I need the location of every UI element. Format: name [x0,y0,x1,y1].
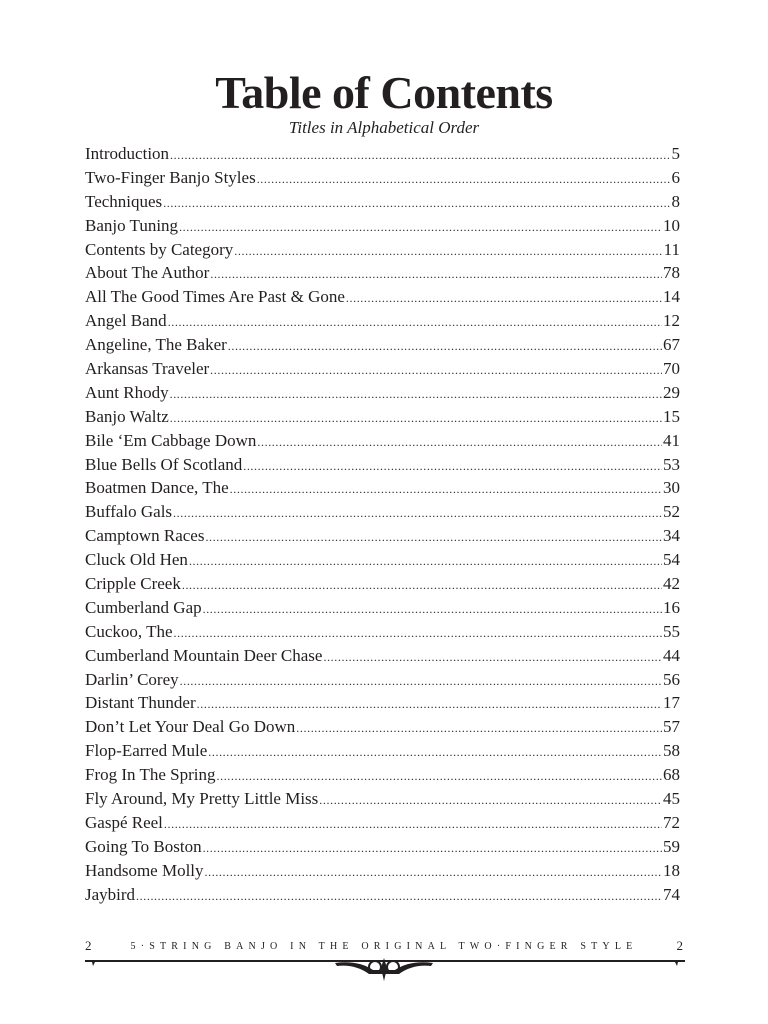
leader-dots [205,524,662,550]
entry-page: 12 [663,311,680,331]
entry-title: Two-Finger Banjo Styles [85,167,256,187]
entry-title: Distant Thunder [85,693,196,713]
leader-dots [243,453,662,479]
entry-title: Flop-Earred Mule [85,741,208,761]
entry-title: Gaspé Reel [85,812,163,832]
entry-page: 41 [663,430,680,450]
leader-dots [170,405,662,431]
leader-dots [346,285,662,311]
entry-title: Handsome Molly [85,860,204,880]
toc-entry [85,405,680,429]
toc-entry [85,166,680,190]
leader-dots [203,835,662,861]
toc-list [85,142,680,907]
entry-title: Aunt Rhody [85,382,169,402]
page-subtitle: Titles in Alphabetical Order [288,118,480,137]
toc-entry [85,596,680,620]
toc-entry [85,835,680,859]
entry-title: Cumberland Gap [85,597,202,617]
leader-dots [230,476,662,502]
entry-page: 29 [663,382,680,402]
toc-entry [85,333,680,357]
leader-dots [203,596,662,622]
entry-title: Banjo Tuning [85,215,179,235]
entry-title: Arkansas Traveler [85,359,210,379]
toc-entry [85,883,680,907]
entry-page: 11 [663,239,680,259]
entry-page: 45 [663,789,680,809]
toc-entry [85,644,680,668]
leader-dots [174,620,662,646]
entry-title: Techniques [85,191,163,211]
entry-page: 57 [663,717,680,737]
toc-entry [85,309,680,333]
toc-entry [85,142,680,166]
leader-dots [257,166,671,192]
page-title: Table of Contents [215,67,553,118]
leader-dots [189,548,662,574]
entry-title: Boatmen Dance, The [85,478,229,498]
entry-page: 55 [663,621,680,641]
entry-page: 8 [671,191,680,211]
leader-dots [168,309,662,335]
entry-page: 58 [663,741,680,761]
leader-dots [173,500,662,526]
toc-entry [85,668,680,692]
entry-page: 78 [663,263,680,283]
toc-entry [85,476,680,500]
entry-title: Cumberland Mountain Deer Chase [85,645,323,665]
leader-dots [179,214,662,240]
entry-title: Don’t Let Your Deal Go Down [85,717,296,737]
flourish-ornament-icon [333,956,435,982]
toc-entry [85,739,680,763]
leader-dots [319,787,662,813]
entry-title: Cuckoo, The [85,621,173,641]
toc-entry [85,548,680,572]
toc-entry [85,453,680,477]
toc-entry [85,285,680,309]
toc-entry [85,572,680,596]
entry-page: 52 [663,502,680,522]
entry-title: Blue Bells Of Scotland [85,454,243,474]
entry-page: 6 [671,167,680,187]
leader-dots [210,357,662,383]
entry-title: All The Good Times Are Past & Gone [85,287,345,307]
leader-dots [163,190,670,216]
entry-page: 70 [663,359,680,379]
leader-dots [257,429,662,455]
toc-entry [85,261,680,285]
entry-title: Going To Boston [85,836,202,856]
leader-dots [170,142,670,168]
leader-dots [197,691,662,717]
entry-title: Frog In The Spring [85,765,216,785]
entry-page: 30 [663,478,680,498]
entry-title: About The Author [85,263,210,283]
entry-page: 34 [663,526,680,546]
entry-title: Jaybird [85,884,136,904]
toc-entry [85,429,680,453]
toc-entry [85,811,680,835]
entry-title: Banjo Waltz [85,406,169,426]
entry-title: Contents by Category [85,239,234,259]
entry-page: 74 [663,884,680,904]
leader-dots [210,261,662,287]
toc-entry [85,214,680,238]
toc-entry [85,238,680,262]
leader-dots [228,333,662,359]
entry-page: 10 [663,215,680,235]
entry-page: 14 [663,287,680,307]
entry-page: 67 [663,335,680,355]
entry-page: 18 [663,860,680,880]
page-number-left: 2 [85,938,92,953]
toc-entry [85,190,680,214]
entry-title: Camptown Races [85,526,205,546]
entry-page: 17 [663,693,680,713]
toc-entry [85,357,680,381]
entry-title: Cluck Old Hen [85,550,188,570]
entry-title: Bile ‘Em Cabbage Down [85,430,257,450]
entry-page: 54 [663,550,680,570]
leader-dots [323,644,662,670]
entry-page: 68 [663,765,680,785]
leader-dots [136,883,662,909]
toc-entry [85,620,680,644]
entry-page: 42 [663,574,680,594]
toc-entry [85,859,680,883]
leader-dots [205,859,662,885]
entry-page: 15 [663,406,680,426]
entry-page: 59 [663,836,680,856]
toc-entry [85,500,680,524]
toc-entry [85,381,680,405]
entry-page: 5 [671,144,680,163]
entry-page: 53 [663,454,680,474]
rule-end-ornament-icon [671,960,685,968]
toc-entry [85,524,680,548]
running-title: 5·STRING BANJO IN THE ORIGINAL TWO·FINGER STYLE [130,940,638,952]
entry-page: 72 [663,812,680,832]
entry-page: 44 [663,645,680,665]
entry-title: Cripple Creek [85,574,181,594]
leader-dots [208,739,662,765]
leader-dots [217,763,663,789]
entry-page: 56 [663,669,680,689]
entry-page: 16 [663,597,680,617]
entry-title: Darlin’ Corey [85,669,179,689]
page-number-right: 2 [676,938,683,953]
leader-dots [296,715,662,741]
page-footer [85,938,683,954]
leader-dots [182,572,662,598]
toc-entry [85,691,680,715]
toc-entry [85,715,680,739]
entry-title: Fly Around, My Pretty Little Miss [85,789,319,809]
entry-title: Angel Band [85,311,167,331]
leader-dots [164,811,662,837]
entry-title: Introduction [85,144,170,163]
entry-title: Angeline, The Baker [85,335,227,355]
leader-dots [170,381,662,407]
toc-entry [85,763,680,787]
entry-title: Buffalo Gals [85,502,173,522]
rule-end-ornament-icon [85,960,99,968]
leader-dots [180,668,662,694]
toc-entry [85,787,680,811]
leader-dots [234,238,662,264]
